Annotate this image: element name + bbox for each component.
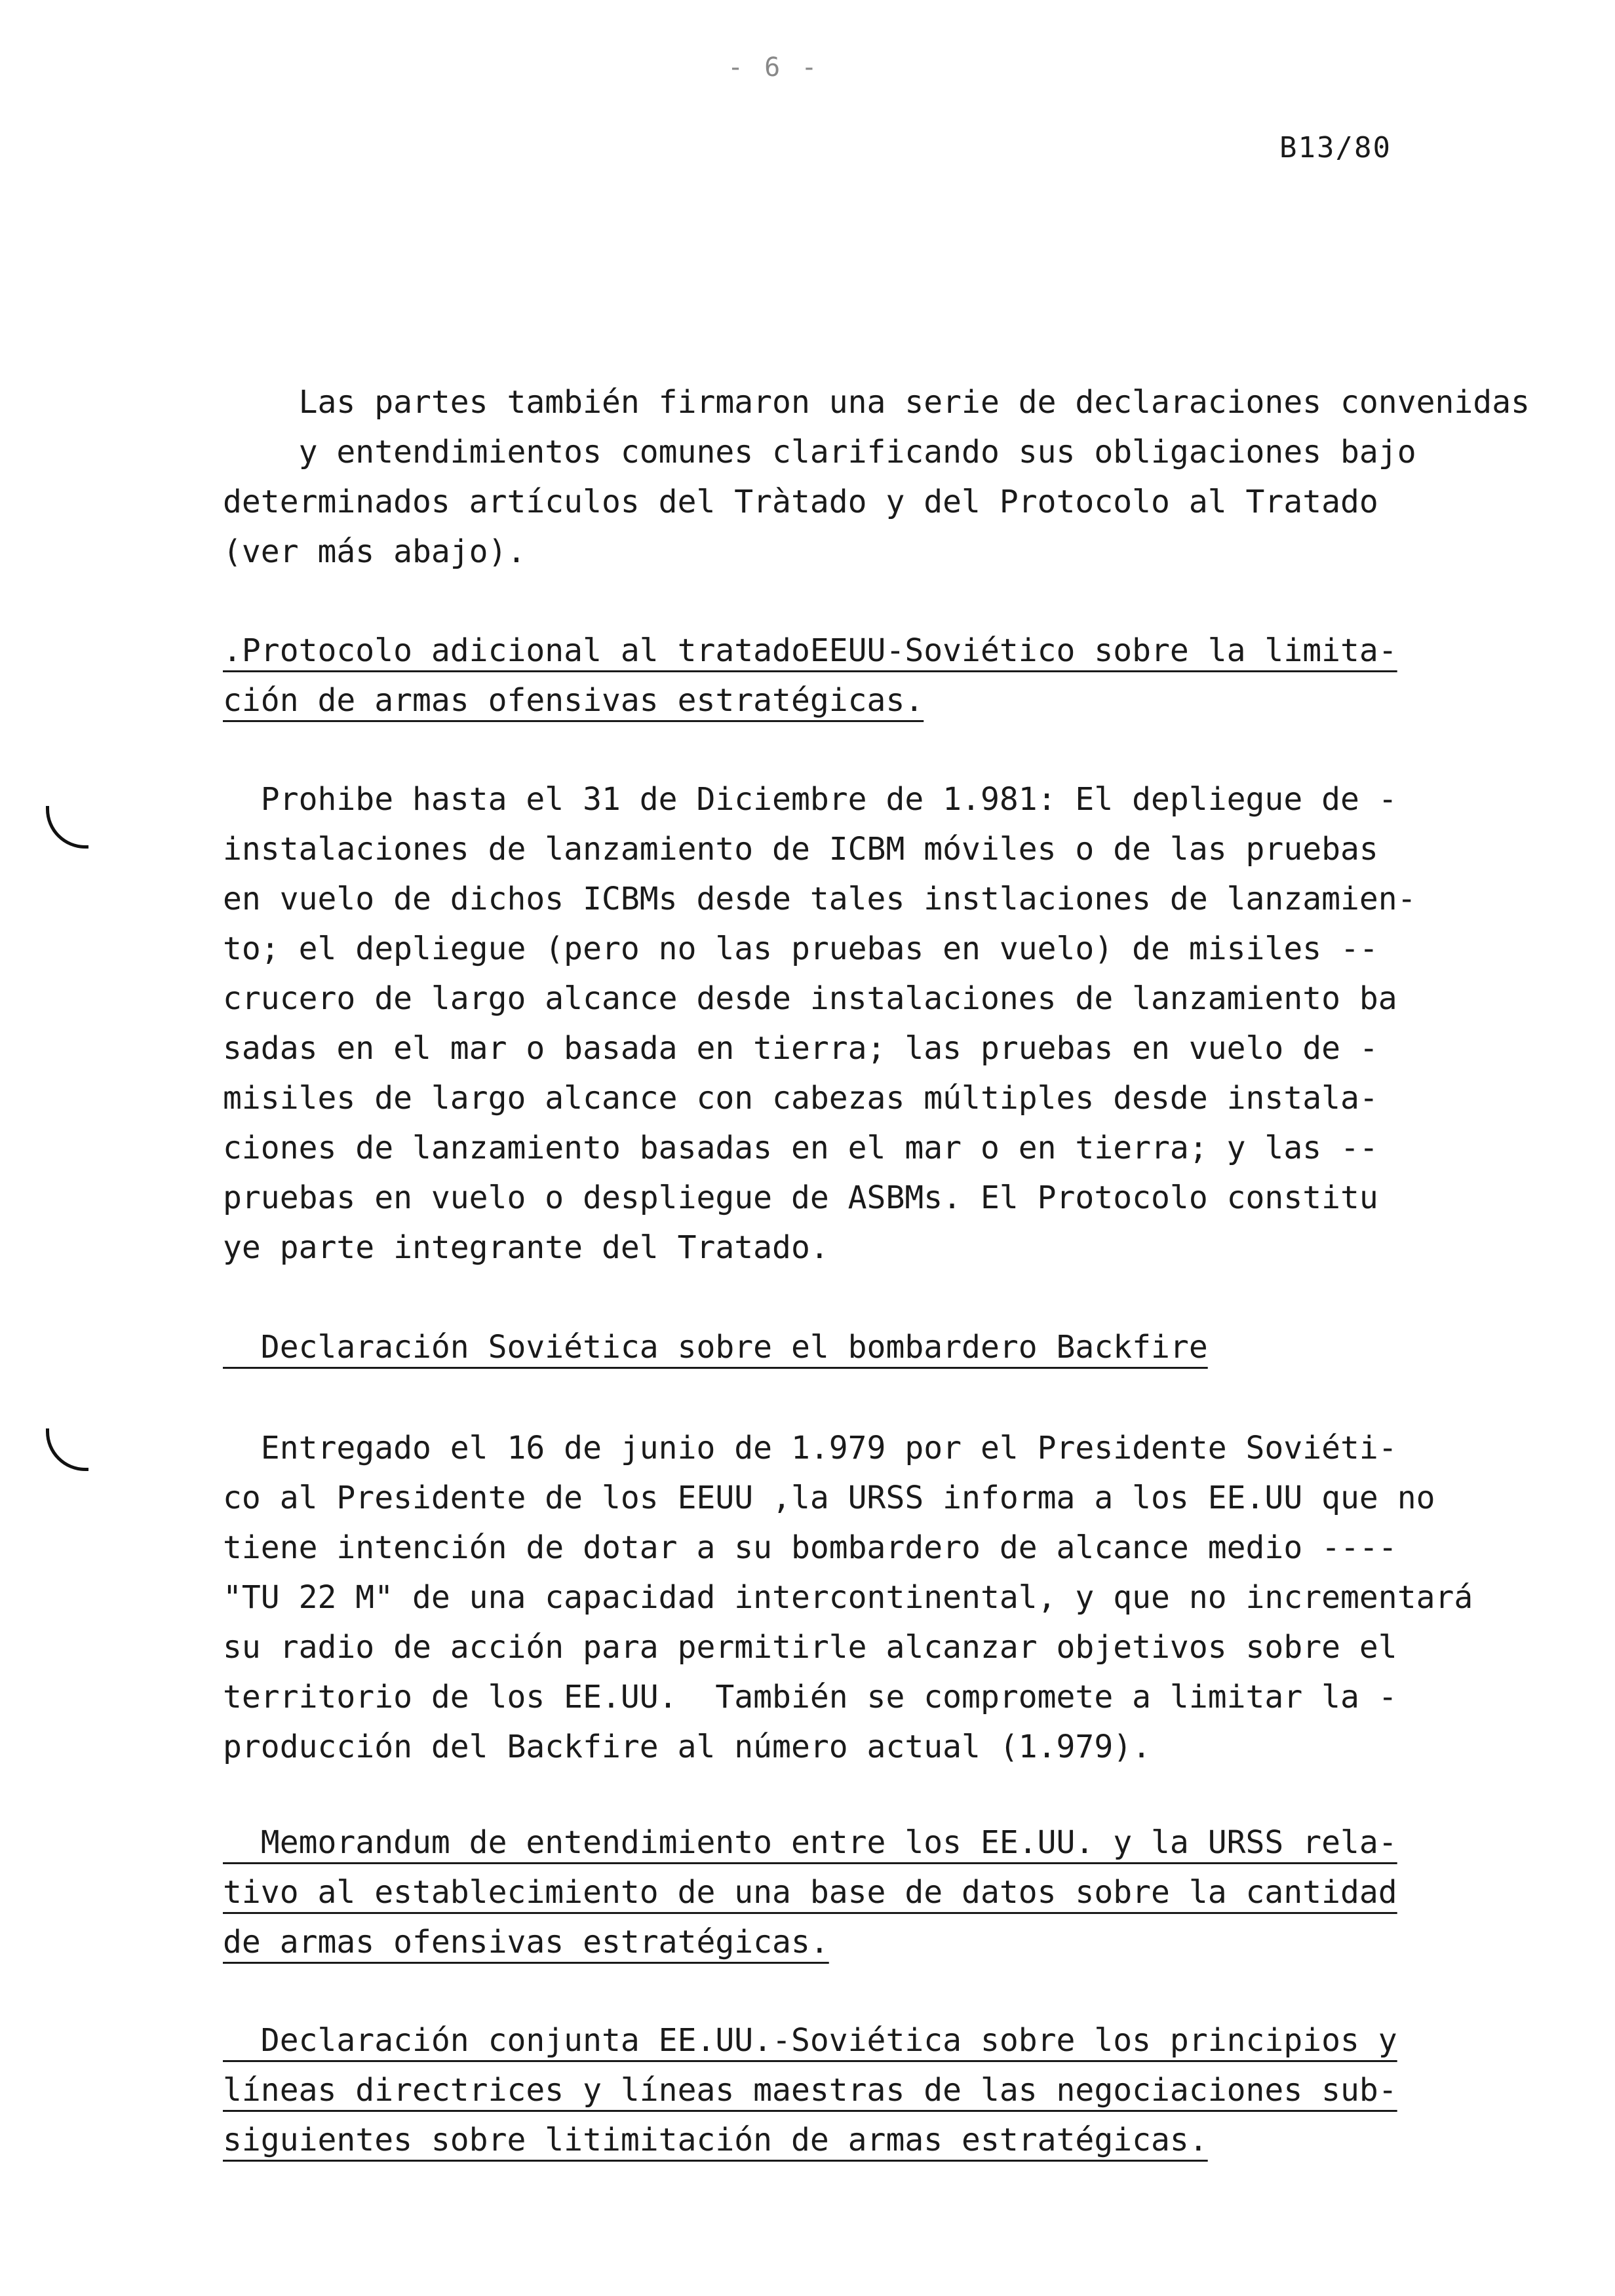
heading-line: .Protocolo adicional al tratadoEEUU-Soviético sobre la limita- [223,632,1397,669]
declaracion-conjunta-heading [223,2016,1527,2165]
text-line: ciones de lanzamiento basadas en el mar o en tierra; y las -- [223,1130,1378,1166]
intro-paragraph [223,377,1530,577]
text-line: to; el depliegue (pero no las pruebas en vuelo) de misiles -- [223,930,1378,967]
text-line: su radio de acción para permitirle alcanzar objetivos sobre el [223,1629,1397,1666]
heading-line: líneas directrices y líneas maestras de las negociaciones sub- [223,2072,1397,2109]
page-folio: - 6 - [728,52,820,83]
text-line: misiles de largo alcance con cabezas múltiples desde instala- [223,1080,1378,1117]
heading-line: siguientes sobre litimitación de armas estratégicas. [223,2122,1208,2158]
document-reference: B13/80 [1279,131,1391,164]
text-line: en vuelo de dichos ICBMs desde tales instlaciones de lanzamien- [223,881,1416,917]
binder-mark-top [46,806,88,849]
text-line: (ver más abajo). [223,533,526,570]
text-line: tiene intención de dotar a su bombardero de alcance medio ---- [223,1529,1397,1566]
text-line: y entendimientos comunes clarificando sus obligaciones bajo [223,434,1416,470]
text-line: sadas en el mar o basada en tierra; las pruebas en vuelo de - [223,1030,1378,1067]
heading-line: tivo al establecimiento de una base de datos sobre la cantidad [223,1874,1397,1911]
binder-mark-bottom [46,1428,88,1471]
heading-line: Declaración conjunta EE.UU.-Soviética sobre los principios y [223,2022,1397,2059]
text-line: Entregado el 16 de junio de 1.979 por el Presidente Soviéti- [223,1430,1397,1466]
text-line: instalaciones de lanzamiento de ICBM móviles o de las pruebas [223,831,1378,868]
text-line: producción del Backfire al número actual (1.979). [223,1729,1152,1765]
backfire-heading [223,1322,1527,1372]
heading-line: Declaración Soviética sobre el bombardero Backfire [223,1329,1208,1366]
heading-line: ción de armas ofensivas estratégicas. [223,682,924,719]
text-line: co al Presidente de los EEUU ,la URSS informa a los EE.UU que no [223,1480,1435,1516]
protocolo-body [223,775,1527,1272]
backfire-body [223,1423,1527,1772]
heading-line: de armas ofensivas estratégicas. [223,1924,829,1961]
text-line: Las partes también firmaron una serie de declaraciones convenidas [223,384,1530,421]
text-line: territorio de los EE.UU. También se compromete a limitar la - [223,1679,1397,1715]
protocolo-heading [223,626,1527,725]
text-line: "TU 22 M" de una capacidad intercontinental, y que no incrementará [223,1579,1473,1616]
heading-line: Memorandum de entendimiento entre los EE.UU. y la URSS rela- [223,1824,1397,1861]
text-line: crucero de largo alcance desde instalaciones de lanzamiento ba [223,980,1397,1017]
text-line: Prohibe hasta el 31 de Diciembre de 1.981: El depliegue de - [223,781,1397,818]
memorandum-heading [223,1818,1527,1967]
text-line: pruebas en vuelo o despliegue de ASBMs. El Protocolo constitu [223,1179,1378,1216]
text-line: ye parte integrante del Tratado. [223,1229,829,1266]
text-line: determinados artículos del Tràtado y del Protocolo al Tratado [223,484,1378,520]
